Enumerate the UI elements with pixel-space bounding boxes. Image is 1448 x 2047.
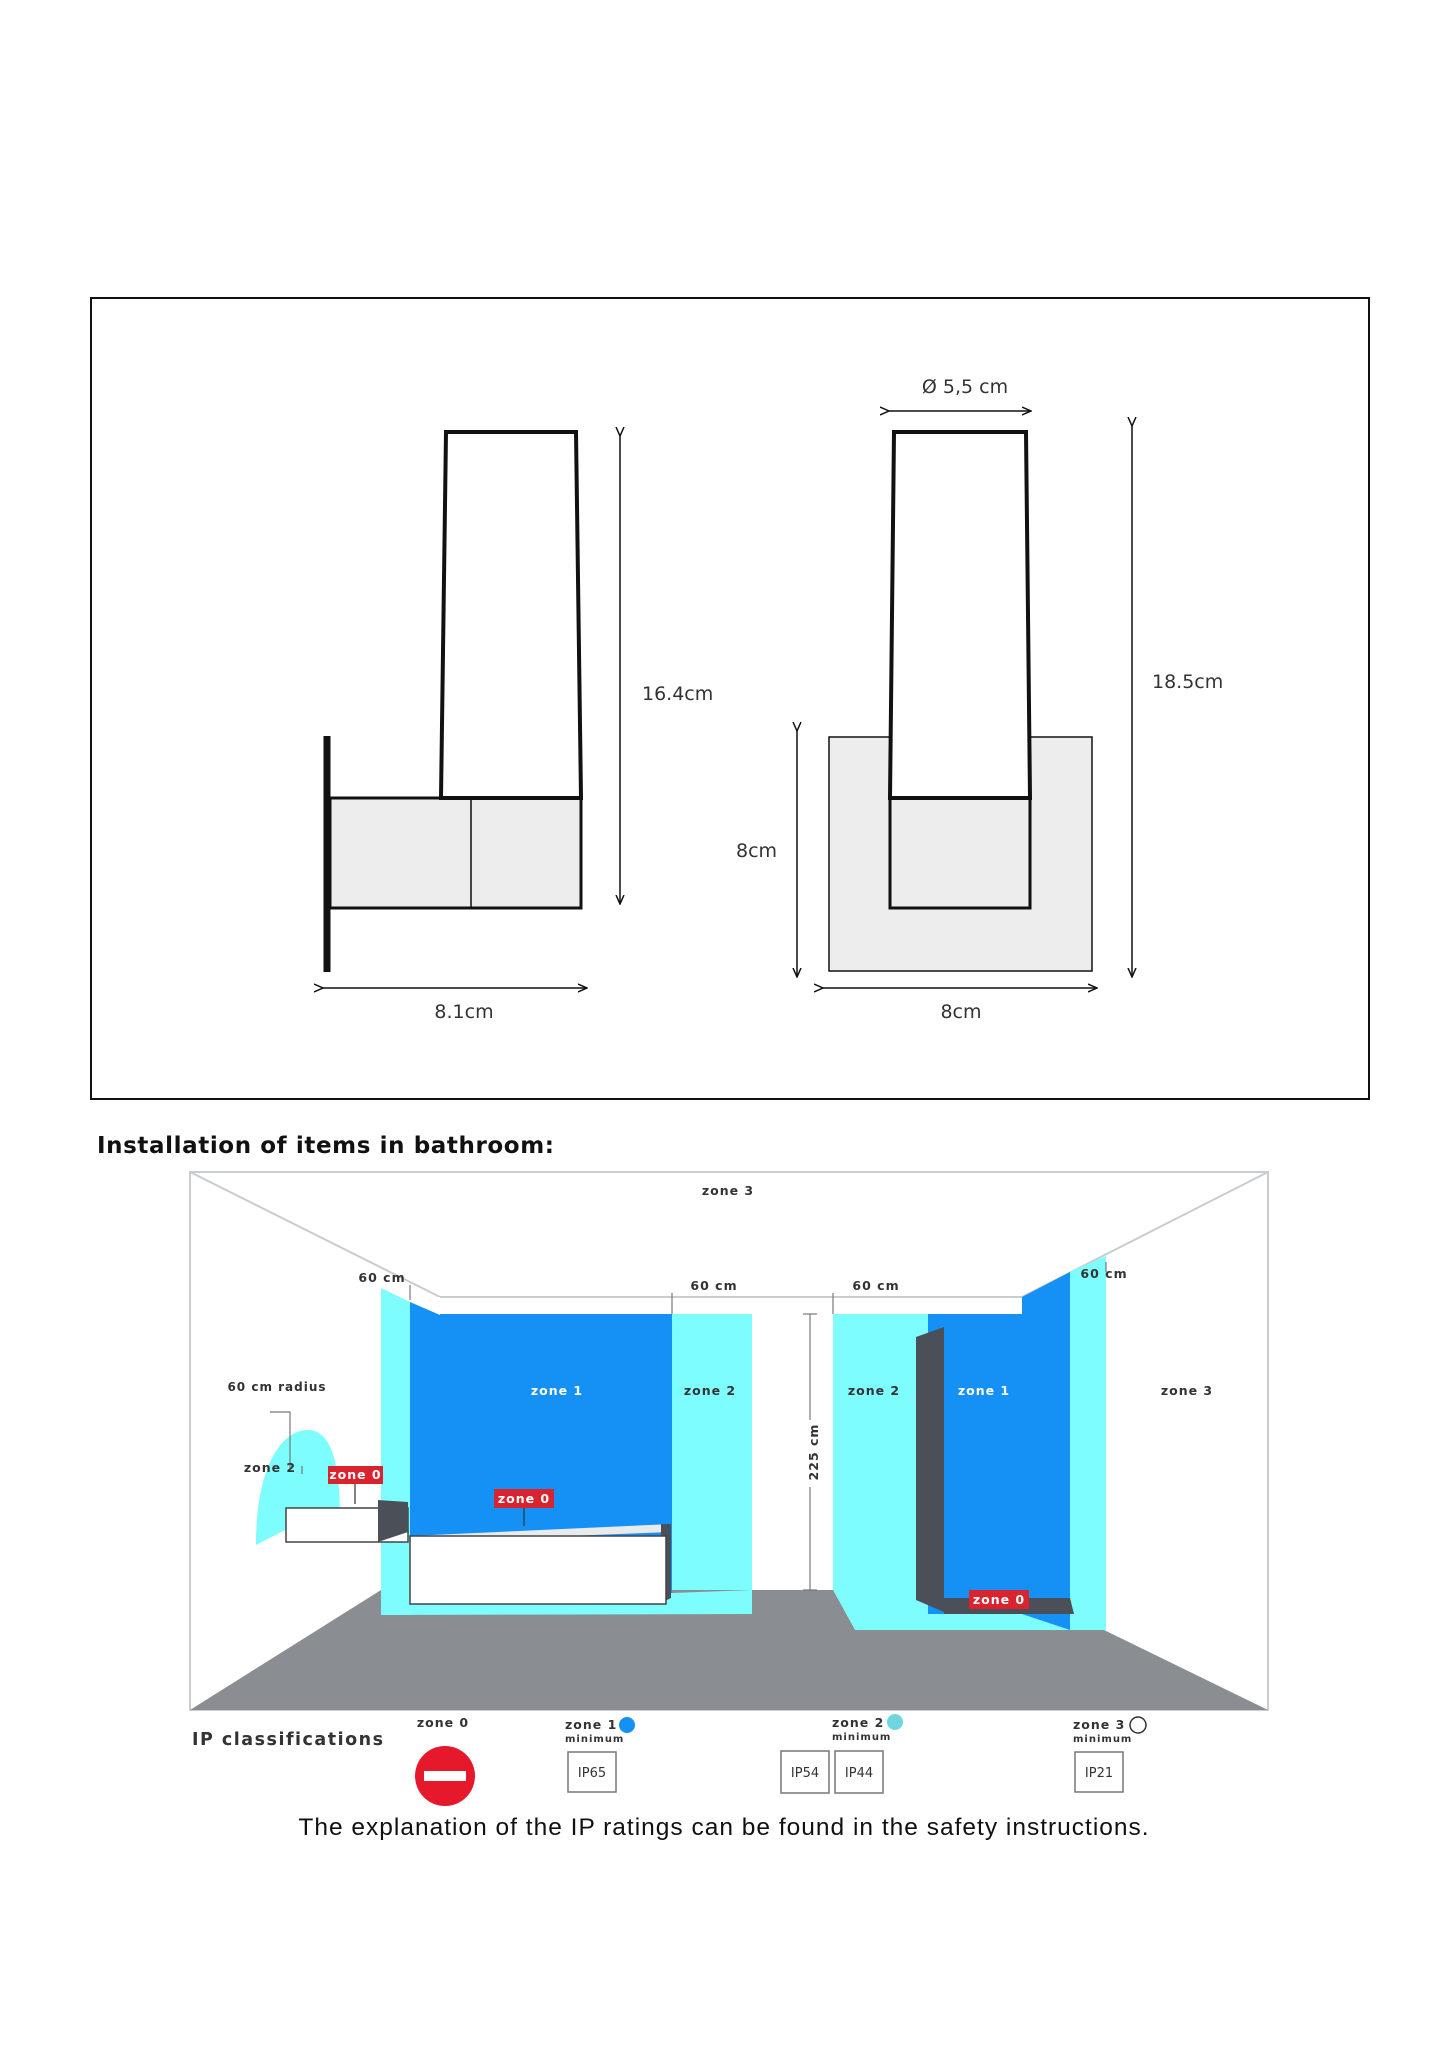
ip-zone-3-name: zone 3 [1073,1717,1126,1732]
right-wall-zone-1 [1022,1272,1070,1630]
ceiling-zone-label: zone 3 [701,1183,755,1198]
bathroom-zone-diagram [0,1160,1448,1880]
front-shade [890,432,1030,798]
shower-zone-2-label: zone 2 [847,1383,901,1398]
shower-zone-2 [833,1314,928,1590]
side-base [330,798,581,908]
basin-zone-2-label: zone 2 [243,1460,297,1475]
bath-zone-2 [672,1314,752,1590]
shower-zone-1-label: zone 1 [957,1383,1011,1398]
bath-side-measure: 60 cm [690,1278,738,1293]
svg-text:zone 0: zone 0 [497,1491,551,1506]
side-height-label: 16.4cm [642,683,714,705]
front-width-label: 8cm [940,1001,982,1023]
ip54-label: IP54 [790,1766,820,1781]
bath-zone-2-label: zone 2 [683,1383,737,1398]
basin-radius-measure: 60 cm radius [227,1380,327,1394]
zone-2-color-dot [887,1714,903,1730]
ip-zone-3-minimum: minimum [1073,1734,1133,1745]
ip65-label: IP65 [577,1766,607,1781]
svg-text:zone 0: zone 0 [972,1592,1026,1607]
shower-screen [916,1327,944,1612]
side-depth-label: 8.1cm [434,1001,494,1023]
left-corner-measure: 60 cm [358,1270,406,1285]
ip21-label: IP21 [1084,1766,1114,1781]
right-corner-measure: 60 cm [1080,1266,1128,1281]
right-zone-3-label: zone 3 [1160,1383,1214,1398]
ip-zone-1-name: zone 1 [565,1717,618,1732]
zone-3-color-dot [1130,1717,1146,1733]
zone-1-color-dot [619,1717,635,1733]
front-base [890,798,1030,908]
svg-text:zone 0: zone 0 [329,1467,382,1482]
ip-zone-2-minimum: minimum [832,1732,892,1743]
basin-zone-0-badge [328,1466,383,1484]
height-measure: 225 cm [806,1423,821,1481]
bath-zone-0-badge [494,1489,554,1508]
side-shade [441,432,581,798]
ip-ratings-footnote: The explanation of the IP ratings can be found in the safety instructions. [298,1814,1150,1841]
ip-classifications [192,1714,1146,1806]
right-wall-zone-2 [1070,1256,1106,1630]
bathtub [410,1536,666,1604]
ip-zone-0-name: zone 0 [416,1715,470,1730]
ip-zone-1-minimum: minimum [565,1734,625,1745]
bath-zone-1-label: zone 1 [530,1383,584,1398]
ip44-label: IP44 [844,1766,874,1781]
ip-heading: IP classifications [192,1730,385,1750]
diameter-label: Ø 5,5 cm [921,376,1009,398]
shower-side-measure: 60 cm [852,1278,900,1293]
shower-zone-0-badge [969,1590,1029,1609]
front-height-label: 18.5cm [1152,671,1224,693]
base-height-label: 8cm [736,840,778,862]
side-view [323,432,713,1023]
left-wall-zone-2 [381,1288,410,1615]
front-view [736,376,1223,1023]
section-title: Installation of items in bathroom: [97,1133,555,1159]
ip-zone-2-name: zone 2 [832,1715,885,1730]
